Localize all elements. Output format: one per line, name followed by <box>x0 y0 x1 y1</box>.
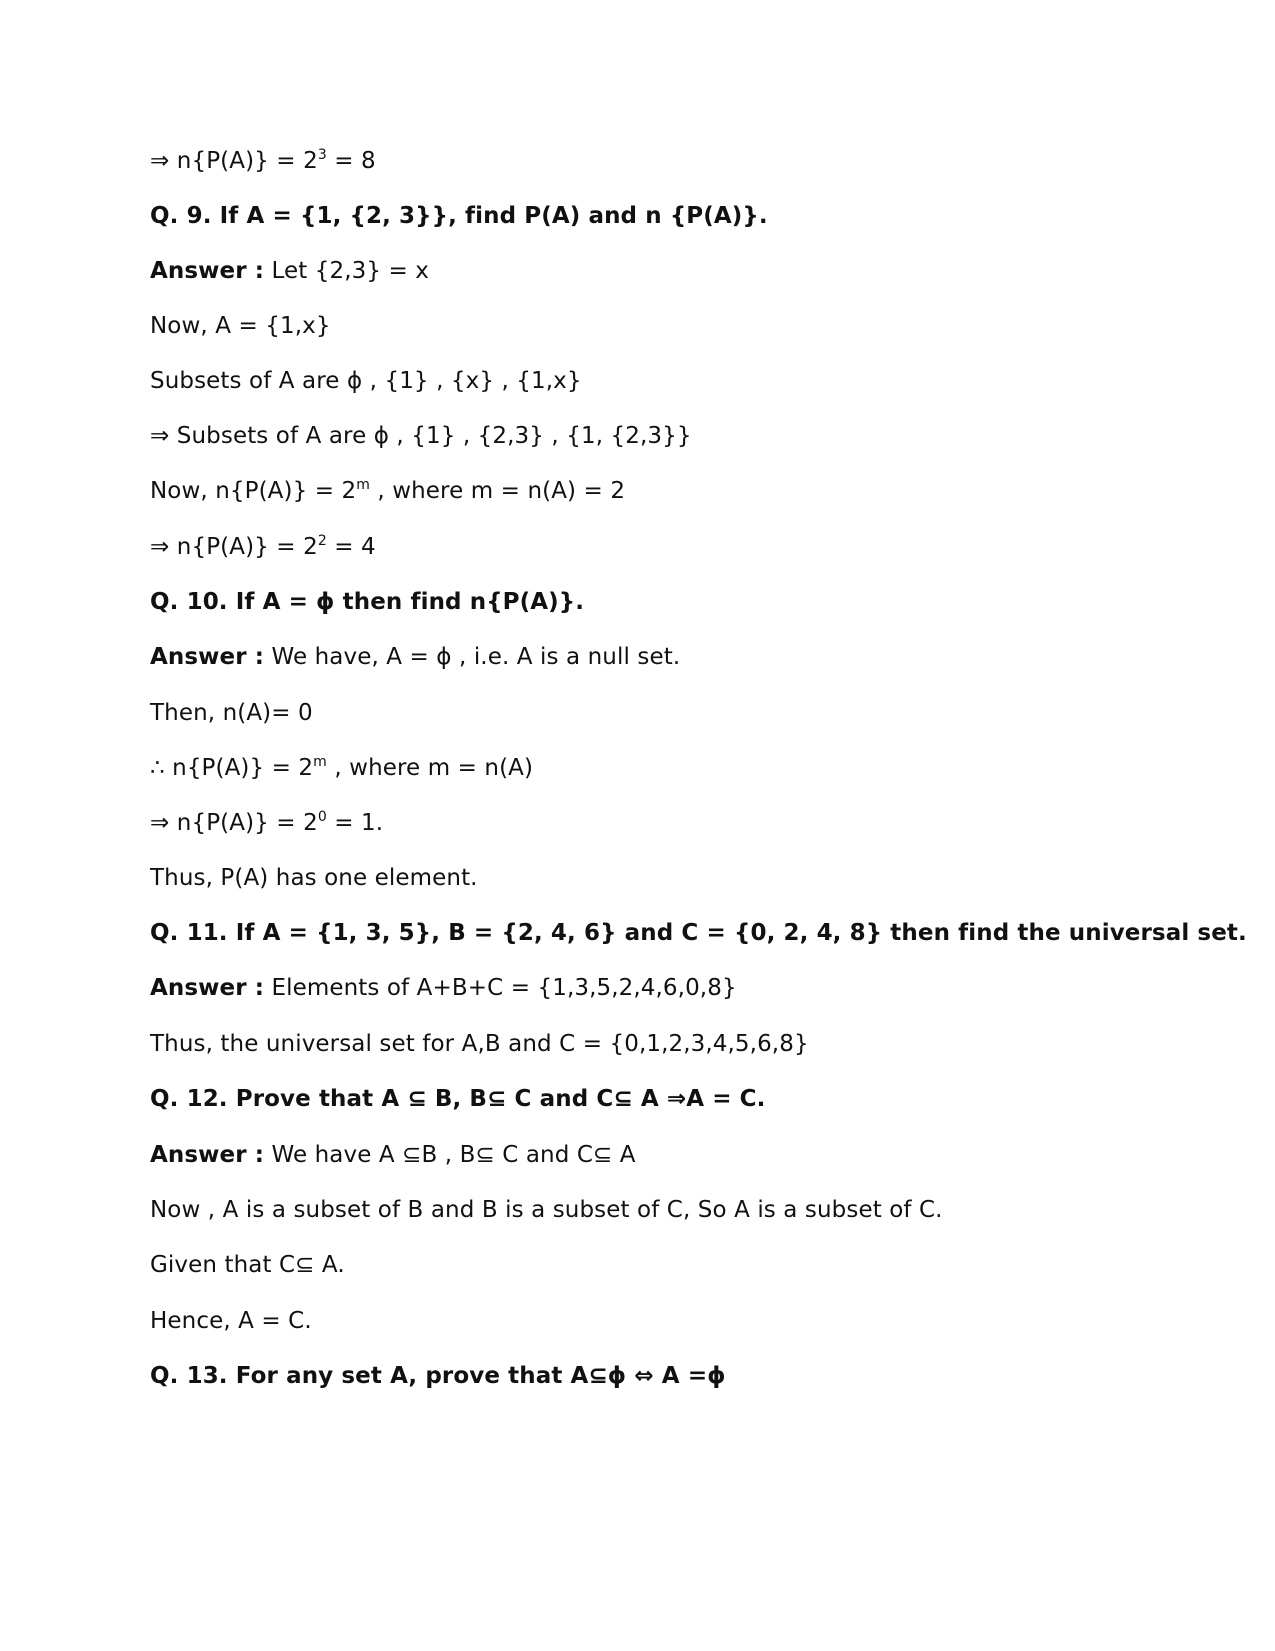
equation-line: ⇒ $n\{P(A)\} = 2^3 = 8$ <box>150 147 376 174</box>
text-line: ⇒ Subsets of A are ϕ , {1} , {2,3} , {1, {2,3}} <box>150 423 692 449</box>
text-line: Now, A = {1,x} <box>150 313 331 339</box>
equation-line: ∴ $n\{P(A)\} = 2^m$ , where m = n(A) <box>150 754 534 781</box>
answer-line: Answer : Elements of A+B+C = {1,3,5,2,4,6,0,8} <box>150 975 737 1001</box>
answer-line: Answer : We have A ⊆B , B⊆ C and C⊆ A <box>150 1142 636 1168</box>
text-line: Given that C⊆ A. <box>150 1252 345 1278</box>
superscript: m <box>356 477 370 493</box>
text-line: Then, n(A)= 0 <box>150 700 313 726</box>
superscript: 0 <box>317 809 327 825</box>
question-10: Q. 10. If A = ϕ then find n{P(A)}. <box>150 589 585 615</box>
answer-line: Answer : Let {2,3} = x <box>150 258 430 284</box>
question-11: Q. 11. If A = {1, 3, 5}, B = {2, 4, 6} and C = {0, 2, 4, 8} then find the universal set. <box>150 920 1247 946</box>
answer-label: Answer : <box>150 644 265 670</box>
text-line: Now , A is a subset of B and B is a subset of C, So A is a subset of C. <box>150 1197 943 1223</box>
text-line: Subsets of A are ϕ , {1} , {x} , {1,x} <box>150 368 582 394</box>
text-line: Hence, A = C. <box>150 1308 312 1334</box>
superscript: m <box>313 754 327 770</box>
answer-line: Answer : We have, A = ϕ , i.e. A is a null set. <box>150 644 681 670</box>
text-line: Thus, P(A) has one element. <box>150 865 478 891</box>
question-13: Q. 13. For any set A, prove that A⊆ϕ ⇔ A =ϕ <box>150 1363 726 1389</box>
question-9: Q. 9. If A = {1, {2, 3}}, find P(A) and n {P(A)}. <box>150 203 768 229</box>
equation-line: Now, $n\{P(A)\} = 2^m$ , where m = n(A) = 2 <box>150 477 626 504</box>
superscript: 3 <box>317 147 327 163</box>
answer-label: Answer : <box>150 1142 265 1168</box>
question-12: Q. 12. Prove that A ⊆ B, B⊆ C and C⊆ A ⇒A = C. <box>150 1086 766 1112</box>
text-line: Thus, the universal set for A,B and C = {0,1,2,3,4,5,6,8} <box>150 1031 809 1057</box>
equation-line: ⇒ $n\{P(A)\} = 2^2 = 4$ <box>150 533 376 560</box>
answer-label: Answer : <box>150 975 265 1001</box>
equation-line: ⇒ $n\{P(A)\} = 2^0 = 1$. <box>150 809 384 836</box>
superscript: 2 <box>317 533 327 549</box>
answer-label: Answer : <box>150 258 265 284</box>
